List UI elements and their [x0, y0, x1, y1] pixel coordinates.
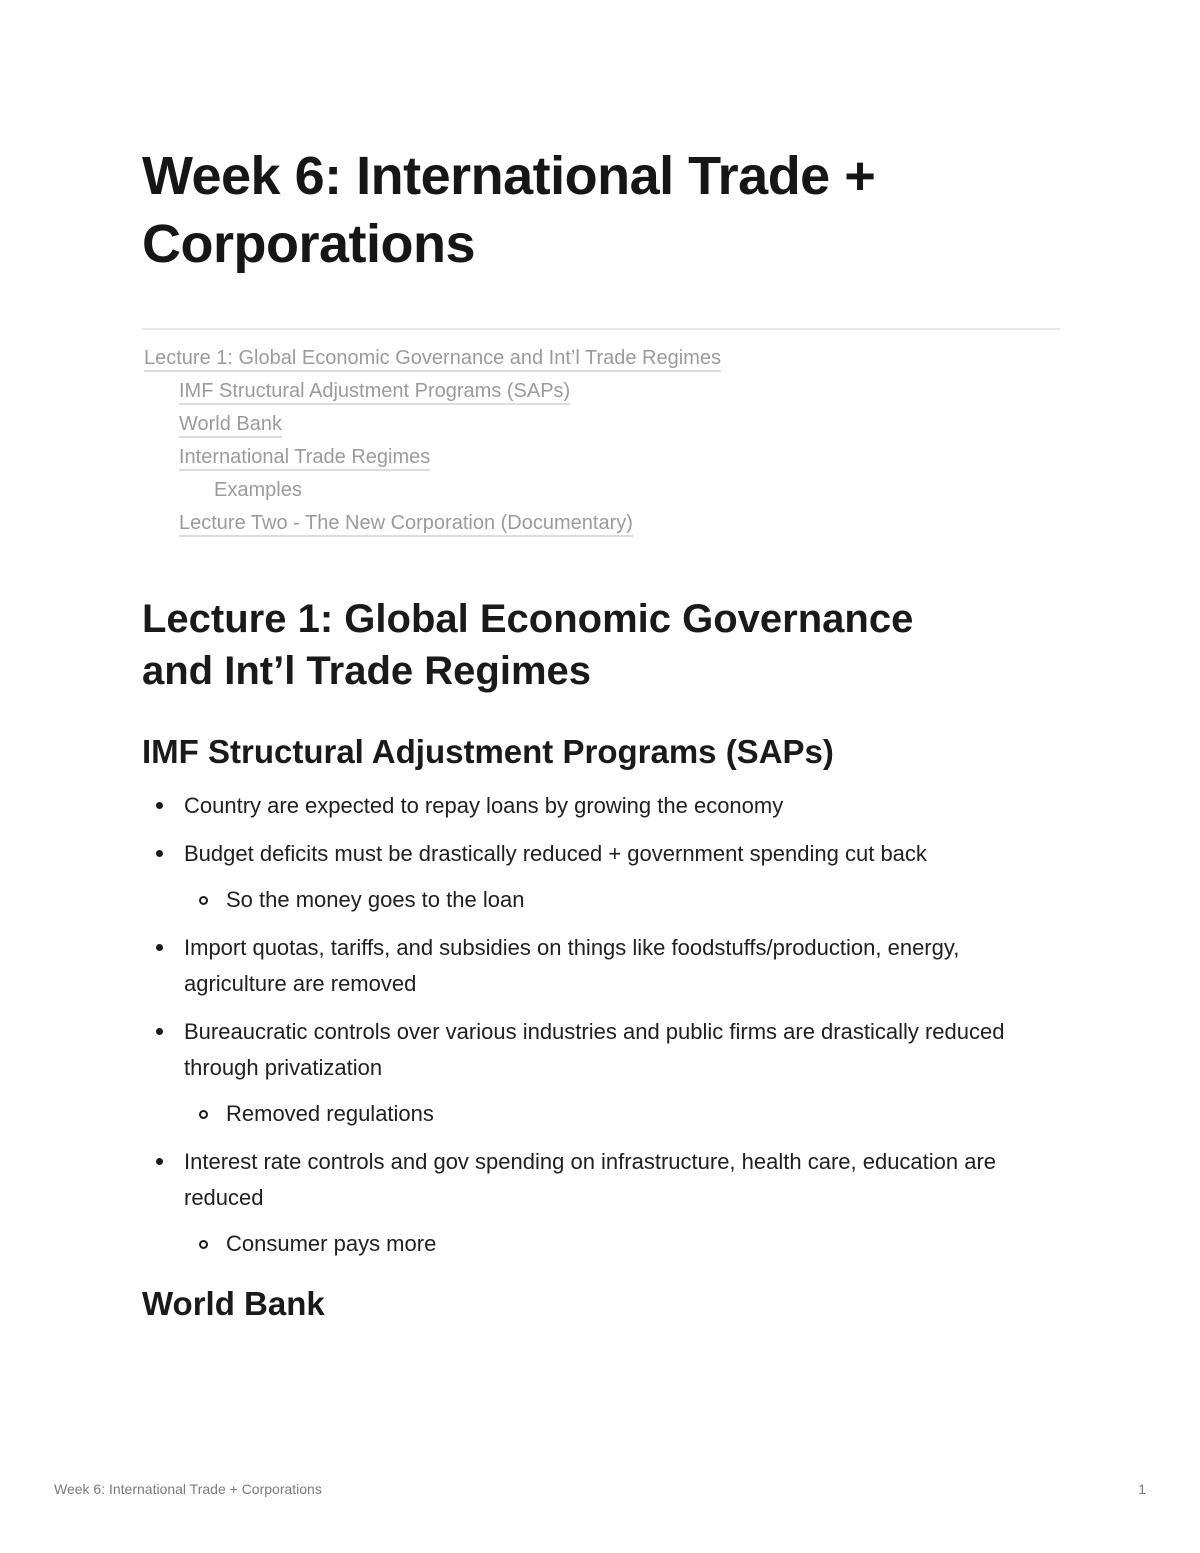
page-content [142, 142, 1060, 1326]
list-item [142, 788, 1060, 824]
table-of-contents [142, 344, 1060, 542]
list-item-text: Bureaucratic controls over various industries and public firms are drastically reduced through privatization [184, 1019, 1005, 1080]
sub-list-item [184, 1226, 1060, 1262]
toc-link[interactable]: World Bank [179, 413, 282, 438]
sub-list-item-text: Removed regulations [226, 1101, 434, 1126]
sub-list [184, 1226, 1060, 1262]
bullet-dot-icon [156, 802, 163, 809]
lecture-1-heading-line-1: Lecture 1: Global Economic Governance [142, 597, 914, 641]
footer-document-title: Week 6: International Trade + Corporations [54, 1481, 322, 1497]
bullet-dot-icon [156, 1158, 163, 1165]
toc-item-examples[interactable] [144, 476, 1060, 509]
toc-link[interactable]: Examples [214, 479, 302, 501]
bullet-dot-icon [156, 944, 163, 951]
sub-list-item [184, 1096, 1060, 1132]
list-item-text: Interest rate controls and gov spending on infrastructure, health care, education are reduced [184, 1149, 997, 1210]
sub-list-item-text: Consumer pays more [226, 1231, 437, 1256]
bullet-ring-icon [199, 896, 208, 905]
toc-item-world-bank[interactable] [144, 410, 1060, 443]
toc-link[interactable]: Lecture 1: Global Economic Governance and Int’l Trade Regimes [144, 347, 721, 372]
sub-list-item-text: So the money goes to the loan [226, 887, 525, 912]
list-item [142, 930, 1060, 1002]
sub-list [184, 882, 1060, 918]
toc-item-international-trade-regimes[interactable] [144, 443, 1060, 476]
document-title-line-2: Corporations [142, 214, 476, 274]
document-title [142, 142, 1060, 278]
document-title-line-1: Week 6: International Trade + [142, 146, 876, 206]
bullet-dot-icon [156, 850, 163, 857]
lecture-1-heading-line-2: and Int’l Trade Regimes [142, 649, 592, 693]
imf-bullet-list [142, 788, 1060, 1262]
imf-saps-heading: IMF Structural Adjustment Programs (SAPs) [142, 733, 834, 770]
footer-page-number: 1 [1138, 1481, 1146, 1497]
sub-list-item [184, 882, 1060, 918]
list-item-text: Budget deficits must be drastically reduced + government spending cut back [184, 841, 927, 866]
list-item [142, 836, 1060, 918]
bullet-dot-icon [156, 1028, 163, 1035]
list-item-text: Import quotas, tariffs, and subsidies on things like foodstuffs/production, energy, agriculture are removed [184, 935, 960, 996]
toc-item-lecture-two[interactable] [144, 509, 1060, 542]
bullet-ring-icon [199, 1110, 208, 1119]
toc-link[interactable]: International Trade Regimes [179, 446, 430, 471]
toc-divider [142, 328, 1060, 330]
toc-link[interactable]: IMF Structural Adjustment Programs (SAPs) [179, 380, 570, 405]
toc-item-lecture-1[interactable] [144, 344, 1060, 377]
list-item [142, 1144, 1060, 1262]
bullet-ring-icon [199, 1240, 208, 1249]
lecture-1-heading [142, 593, 1060, 697]
list-item-text: Country are expected to repay loans by growing the economy [184, 793, 784, 818]
toc-item-imf-saps[interactable] [144, 377, 1060, 410]
list-item [142, 1014, 1060, 1132]
toc-link[interactable]: Lecture Two - The New Corporation (Documentary) [179, 512, 633, 537]
world-bank-heading: World Bank [142, 1285, 325, 1322]
sub-list [184, 1096, 1060, 1132]
